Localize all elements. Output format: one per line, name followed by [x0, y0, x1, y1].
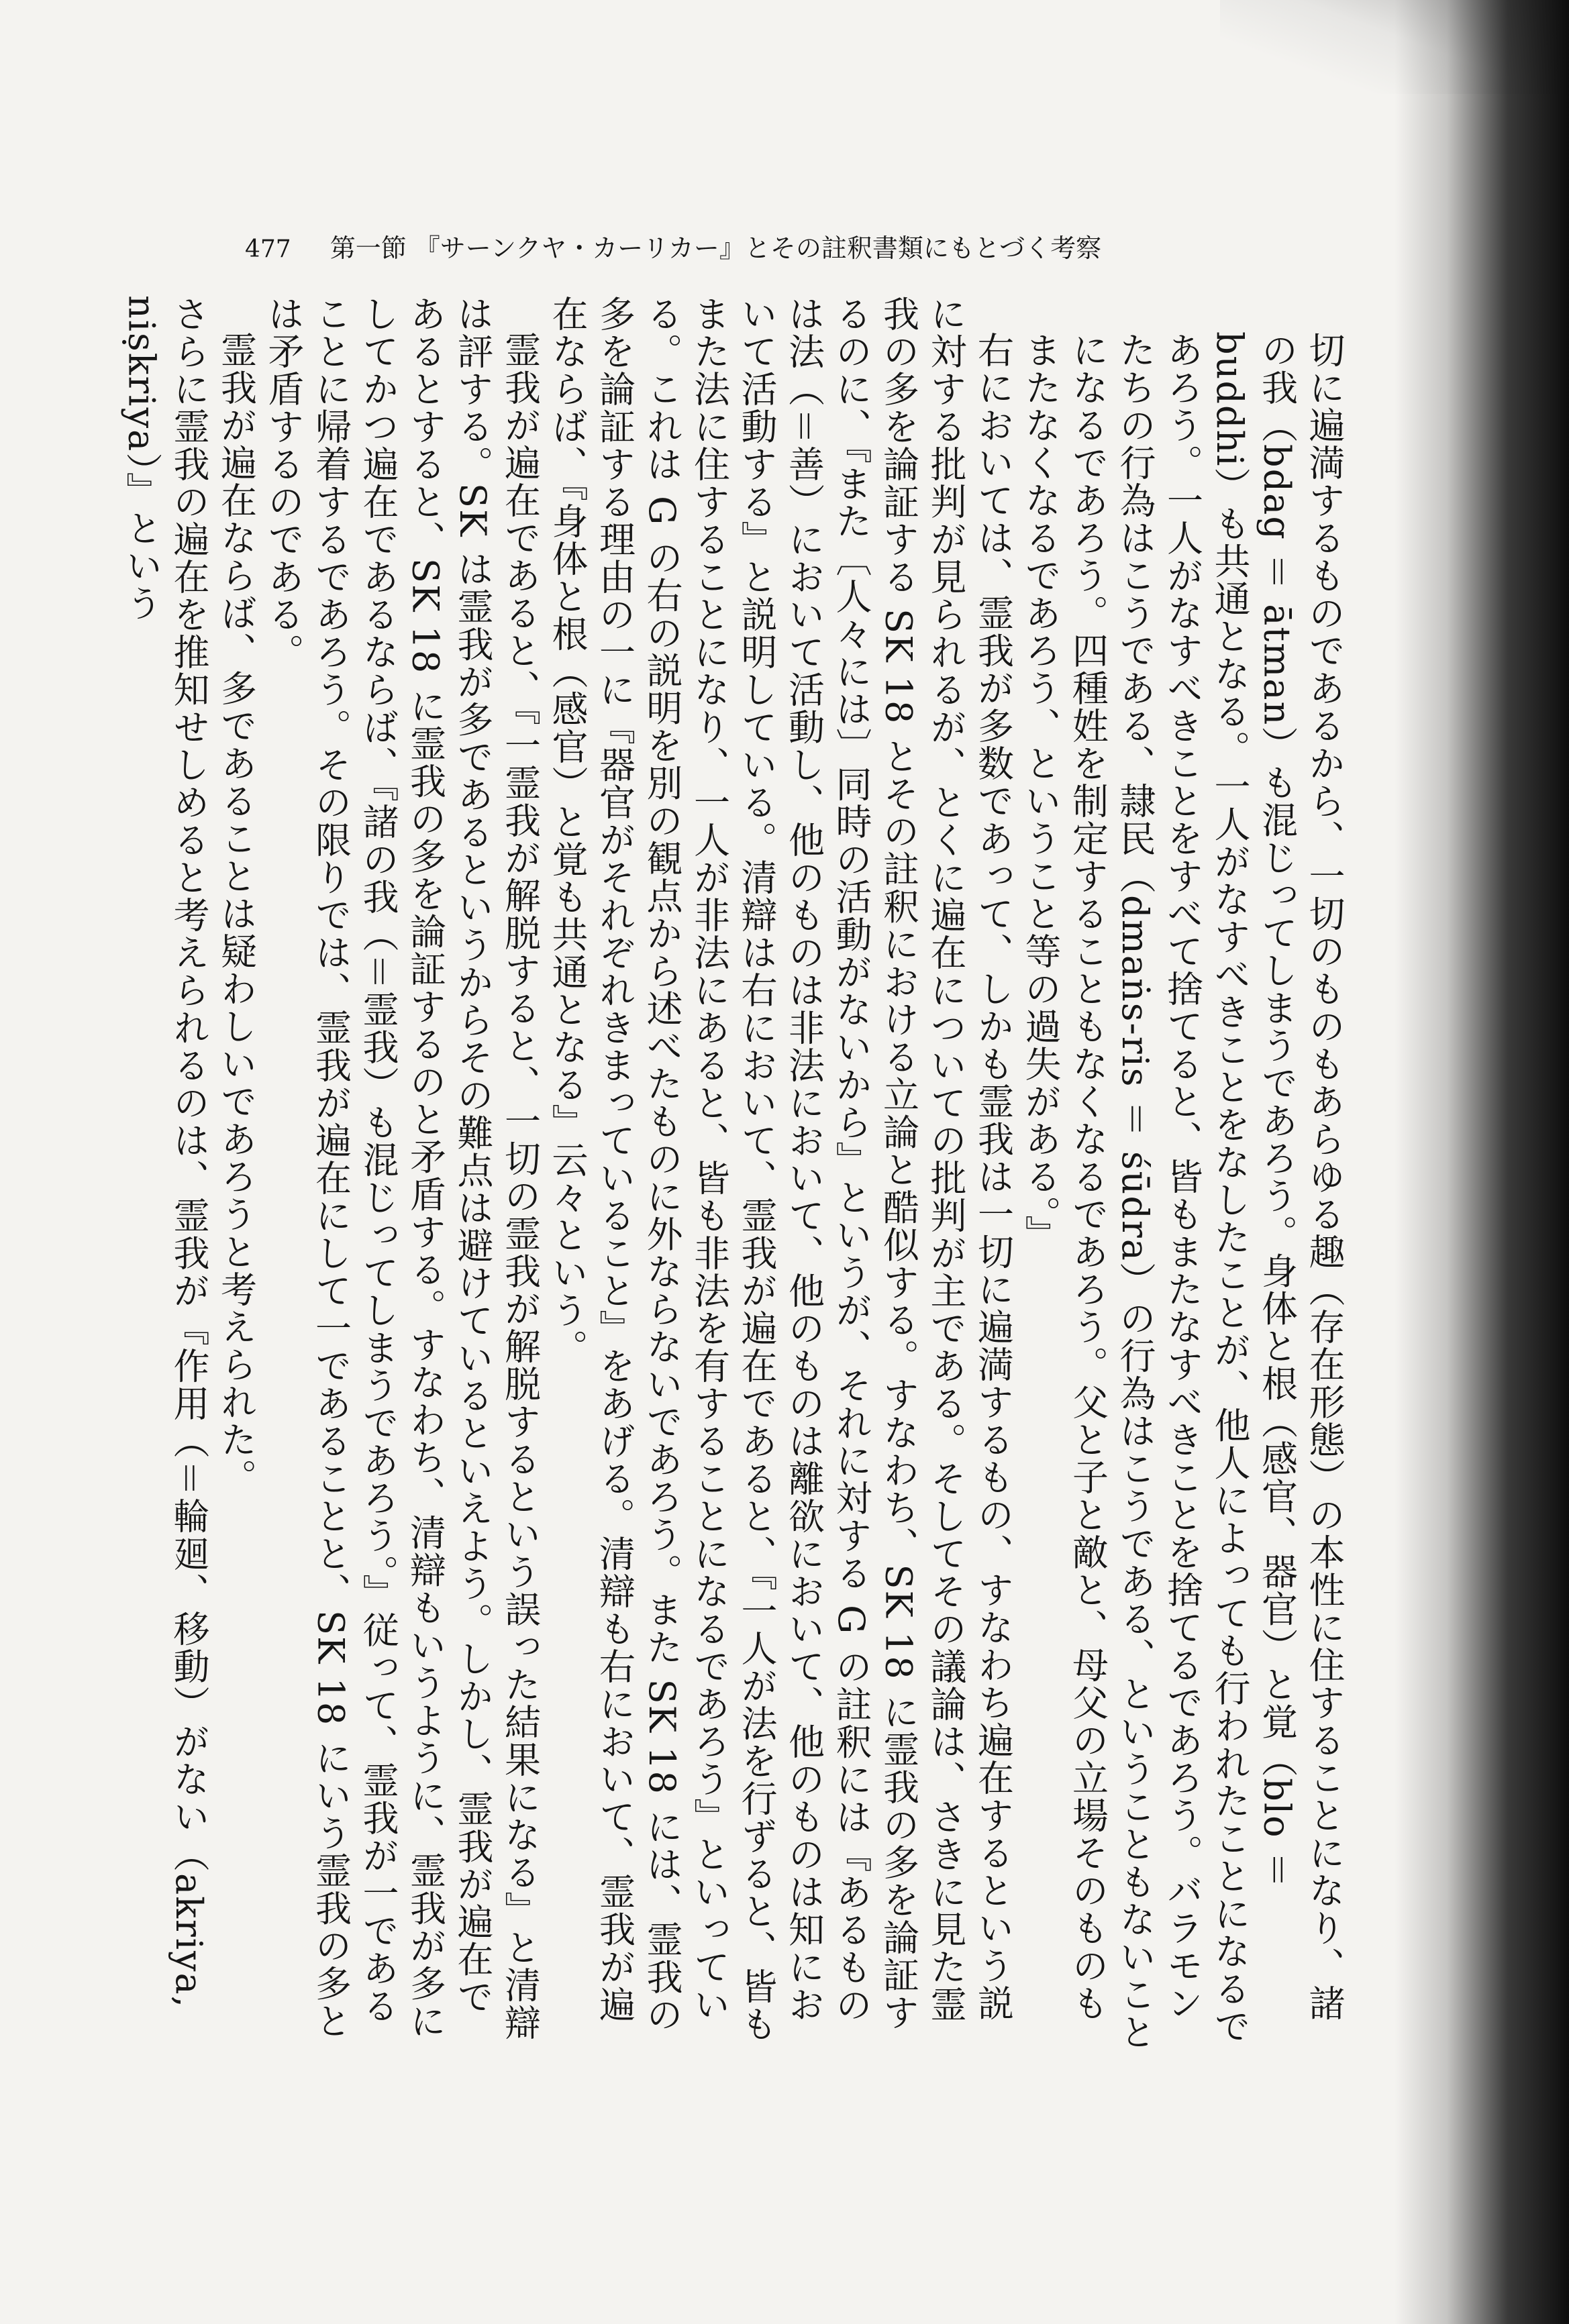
paragraph-quotation-end: 切に遍満するものであるから、一切のものもあらゆる趣（存在形態）の本性に住することになり、諸の我（bdag ＝ ātman）も混じってしまうであろう。身体と根（感官、器官）と覚（blo ＝ buddhi）も共通となる。一人がなすべきことをなしたことが、他人によっても行われたことになるであろう。一人がなすべきことをすべて捨てると、皆もまたなすべきことを捨てるであろう。バラモンたちの行為はこうである、隷民（dmaṅs-ris ＝ śūdra）の行為はこうである、ということもないことになるであろう。四種姓を制定することもなくなるであろう。父と子と敵と、母父の立場そのものもまたなくなるであろう、ということ等の過失がある。』	[1019, 331, 1346, 2051]
running-header	[245, 228, 1117, 268]
paragraph-liberation-critique: 霊我が遍在であると、『一霊我が解脱すると、一切の霊我が解脱するという誤った結果になる』と清辯は評する。SK は霊我が多であるというからその難点は避けているといえよう。しかし、霊我が遍在であるとすると、SK 18 に霊我の多を論証するのと矛盾する。すなわち、清辯もいうように、霊我が多にしてかつ遍在であるならば、『諸の我（＝霊我）も混じってしまうであろう。』従って、霊我が一であることに帰着するであろう。その限りでは、霊我が遍在にして一であることと、SK 18 にいう霊我の多とは矛盾するのである。	[262, 295, 542, 2042]
header-title: 第一節 『サーンクヤ・カーリカー』とその註釈書類にもとづく考察	[330, 233, 1102, 263]
paragraph-continuation: さらに霊我の遍在を推知せしめると考えられるのは、霊我が『作用（＝輪廻、移動）がない（akriya, niṣkriya）』という	[120, 295, 210, 2009]
binding-shadow	[1395, 0, 1569, 2324]
page-number: 477	[245, 235, 291, 263]
paragraph-doubt: 霊我が遍在ならば、多であることは疑わしいであろうと考えられた。	[215, 331, 258, 1496]
vertical-body-text	[120, 295, 1348, 2053]
paragraph-commentary: 右においては、霊我が多数であって、しかも霊我は一切に遍満するもの、すなわち遍在するという説に対する批判が見られるが、とくに遍在についての批判が主である。そしてその議論は、さきに見た霊我の多を論証する SK 18 とその註釈における立論と酷似する。すなわち、SK 18 に霊我の多を論証するのに、『また〔人々には〕同時の活動がないから』というが、それに対する G の註釈には『あるものは法（＝善）において活動し、他のものは非法において、他のものは離欲において、他のものは知において活動する』と説明している。清辯は右において、霊我が遍在であると、『一人が法を行ずると、皆もまた法に住することになり、一人が非法にあると、皆も非法を有することになるであろう』といっている。これは G の右の説明を別の観点から述べたものに外ならないであろう。また SK 18 には、霊我の多を論証する理由の一に『器官がそれぞれきまっていること』をあげる。清辯も右において、霊我が遍在ならば、『身体と根（感官）と覚も共通となる』云々という。	[546, 295, 1015, 2043]
